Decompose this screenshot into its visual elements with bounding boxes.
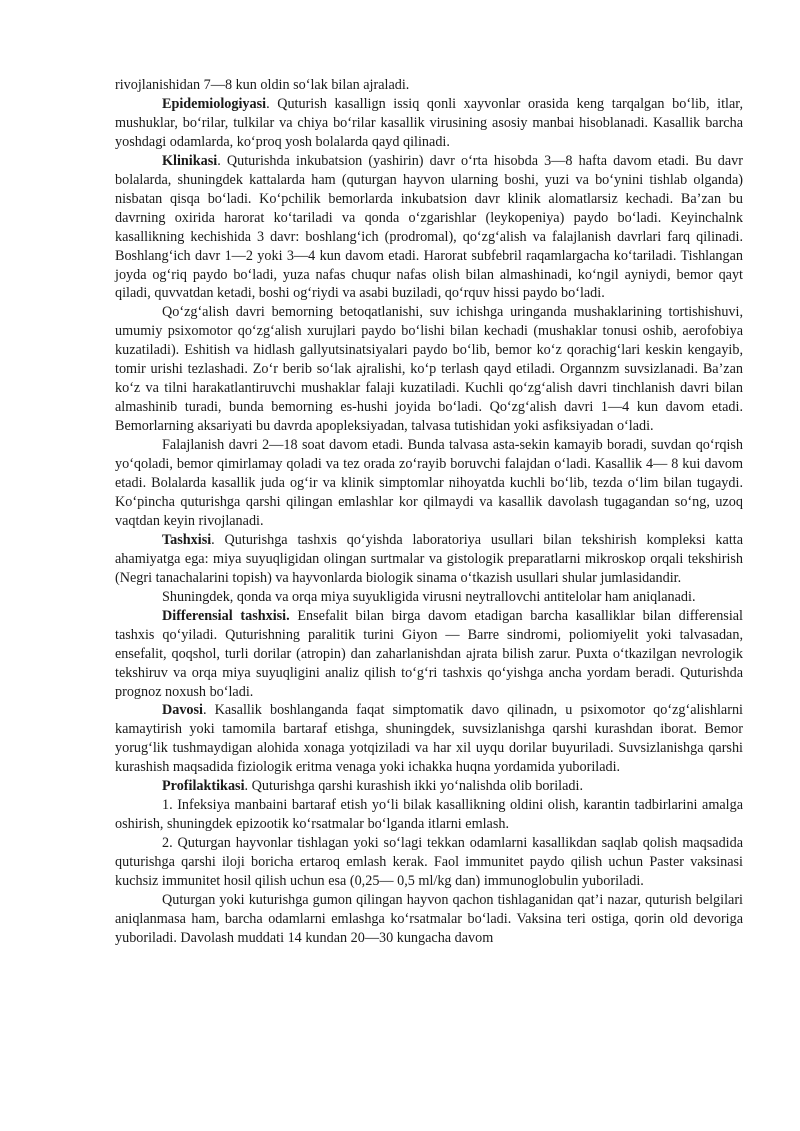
paragraph-excitation-period: [115, 303, 743, 436]
paragraph-text: . Quturishga tashxis qo‘yishda laboratoriya usullari bilan tekshirish kompleksi katta ahamiyatga ega: miya suyuqligidan olingan surtmalar va gistologik preparatlarni mikroskop orqali tekshirish (Negri tanachalarini topish) va hayvonlarda biologik sinama o‘tkazish usullari shular jumlasidandir.: [115, 531, 743, 586]
paragraph-antibodies: [115, 588, 743, 607]
document-page: [115, 76, 743, 948]
paragraph-text: Falajlanish davri 2—18 soat davom etadi. Bunda talvasa asta-sekin kamayib boradi, suvdan qo‘rqish yo‘qoladi, bemor qimirlamay qoladi va tez orada zo‘rayib boruvchi falajdan o‘ladi. Kasallik 4— 8 kui davom etadi. Bolalarda kasallik juda og‘ir va klinik simptomlar nihoyatda kuchli bo‘lib, tezda o‘lim bilan tugaydi. Ko‘pincha quturishga qarshi qilingan emlashlar kor qilmaydi va kasallik davolash tugagandan so‘ng, uzoq vaqtdan keyin rivojlanadi.: [115, 437, 743, 529]
section-heading-prophylaxis: Profilaktikasi: [162, 778, 245, 795]
list-item-1: [115, 796, 743, 834]
paragraph-text: Quturgan yoki kuturishga gumon qilingan hayvon qachon tishlaganidan qat’i nazar, quturish belgilari aniqlanmasa ham, barcha odamlarni emlashga ko‘rsatmalar bo‘ladi. Vaksina teri ostiga, qorin old devoriga yuboriladi. Davolash muddati 14 kundan 20—30 kungacha davom: [115, 891, 743, 946]
paragraph-text: Qo‘zg‘alish davri bemorning betoqatlanishi, suv ichishga uringanda mushaklarining tortishishuvi, umumiy psixomotor qo‘zg‘alish xurujlari paydo bo‘lishi bilan kechadi (mushaklar tonusi oshib, aerofobiya kuzatiladi). Eshitish va hidlash gallyutsinatsiyalari paydo bo‘lib, bemor ko‘z qorachig‘lari keskin kengayib, tomir urishi tezlashadi. Zo‘r berib so‘lak ajralishi, ko‘p terlash qayd etiladi. Organnzm suvsizlanadi. Ba’zan ko‘z va tilni harakatlantiruvchi mushaklar falaji kuzatiladi. Kuchli qo‘zg‘alish davri tinchlanish davri bilan almashinib turadi, bunda bemorning es-hushi joyida bo‘ladi. Qo‘zg‘alish davri 1—4 kun davom etadi. Bemorlarning aksariyati bu davrda apopleksiyadan, talvasa tutishidan yoki asfiksiyadan o‘ladi.: [115, 304, 743, 435]
paragraph-text: . Quturishga qarshi kurashish ikki yo‘nalishda olib boriladi.: [244, 778, 583, 795]
paragraph-prophylaxis: [115, 777, 743, 796]
paragraph-clinic: [115, 152, 743, 304]
paragraph-vaccination: [115, 891, 743, 948]
section-heading-clinic: Klinikasi: [162, 152, 218, 169]
paragraph-paralysis-period: [115, 436, 743, 531]
section-heading-epidemiology: Epidemiologiyasi: [162, 95, 267, 112]
section-heading-differential-diagnosis: Differensial tashxisi.: [162, 607, 290, 624]
paragraph-text: Ensefalit bilan birga davom etadigan barcha kasalliklar bilan differensial tashxis qo‘yiladi. Quturishning paralitik turini Giyon — Barre sindromi, poliomiyelit yoki talvasadan, ensefalit, qoqshol, turli dorilar (atropin) dan zaharlanishdan ajrata bilish zarur. Puxta o‘tkazilgan nevrologik tekshiruv va orqa miya suyuqligini analiz qilish to‘g‘ri tashxis qo‘yishga ancha yordam beradi. Quturishda prognoz noxush bo‘ladi.: [115, 607, 744, 700]
paragraph-text: . Quturishda inkubatsion (yashirin) davr o‘rta hisobda 3—8 hafta davom etadi. Bu davr bolalarda, shuningdek kattalarda ham (quturgan hayvon ularning boshi, yuzi va bo‘ynini tishlab olganda) nisbatan qisqa bo‘ladi. Ko‘pchilik bemorlarda inkubatsion davr klinik alomatlarsiz kechadi. Ba’zan bu davrning oxirida harorat ko‘tariladi va qonda o‘zgarishlar (leykopeniya) paydo bo‘ladi. Keyinchalnk kasallikning kechishida 3 davr: boshlang‘ich (prodromal), qo‘zg‘alish va falajlanish davrlari farq qilinadi. Boshlang‘ich davr 1—2 yoki 3—4 kun davom etadi. Harorat subfebril raqamlargacha ko‘tariladi. Tishlangan joyda og‘riq paydo bo‘ladi, yuza nafas chuqur nafas olish bilan almashinadi, ko‘ngil ayniydi, bemor qayt qiladi, quvvatdan ketadi, boshi og‘riydi va asabi buziladi, qo‘rquv hissi paydo bo‘ladi.: [115, 152, 743, 302]
paragraph-epidemiology: [115, 95, 743, 152]
section-heading-diagnosis: Tashxisi: [162, 531, 212, 548]
paragraph-text: rivojlanishidan 7—8 kun oldin so‘lak bilan ajraladi.: [115, 77, 410, 93]
paragraph-text: . Quturish kasallign issiq qonli xayvonlar orasida keng tarqalgan bo‘lib, itlar, mushuklar, bo‘rilar, tulkilar va chiya bo‘rilar kasallik virusining asosiy manbai hisoblanadi. Kasallik barcha yoshdagi odamlarda, ko‘proq yosh bolalarda qayd qilinadi.: [115, 95, 743, 150]
section-heading-treatment: Davosi: [162, 702, 203, 719]
paragraph-diagnosis: [115, 531, 743, 588]
list-item-2: [115, 834, 743, 891]
paragraph-text: 2. Quturgan hayvonlar tishlagan yoki so‘lagi tekkan odamlarni kasallikdan saqlab qolish maqsadida quturishga qarshi iloji boricha ertaroq emlash kerak. Faol immunitet paydo qilish uchun Paster vaksinasi kuchsiz immunitet hosil qilish uchun esa (0,25— 0,5 ml/kg dan) immunoglobulin yuboriladi.: [115, 835, 743, 890]
paragraph-continuation: [115, 76, 743, 95]
paragraph-text: . Kasallik boshlanganda faqat simptomatik davo qilinadn, u psixomotor qo‘zg‘alishlarni kamaytirish yoki tamomila bartaraf etishga, shuningdek, suvsizlanishga qarshi kurashdan iborat. Bemor yorug‘lik tushmaydigan alohida xonaga yotqiziladi va har xil uyqu dorilar buyuriladi. Suvsizlanishga qarshi kurashish maqsadida fiziologik eritma venaga yoki ichakka huqna yordamida yuboriladi.: [115, 702, 743, 776]
paragraph-treatment: [115, 701, 743, 777]
paragraph-text: Shuningdek, qonda va orqa miya suyukligida virusni neytrallovchi antitelolar ham aniqlanadi.: [162, 588, 696, 605]
paragraph-text: 1. Infeksiya manbaini bartaraf etish yo‘li bilak kasallikning oldini olish, karantin tadbirlarini amalga oshirish, shuningdek epizootik ko‘rsatmalar bo‘lganda itlarni emlash.: [115, 797, 743, 833]
paragraph-differential-diagnosis: [115, 607, 743, 702]
